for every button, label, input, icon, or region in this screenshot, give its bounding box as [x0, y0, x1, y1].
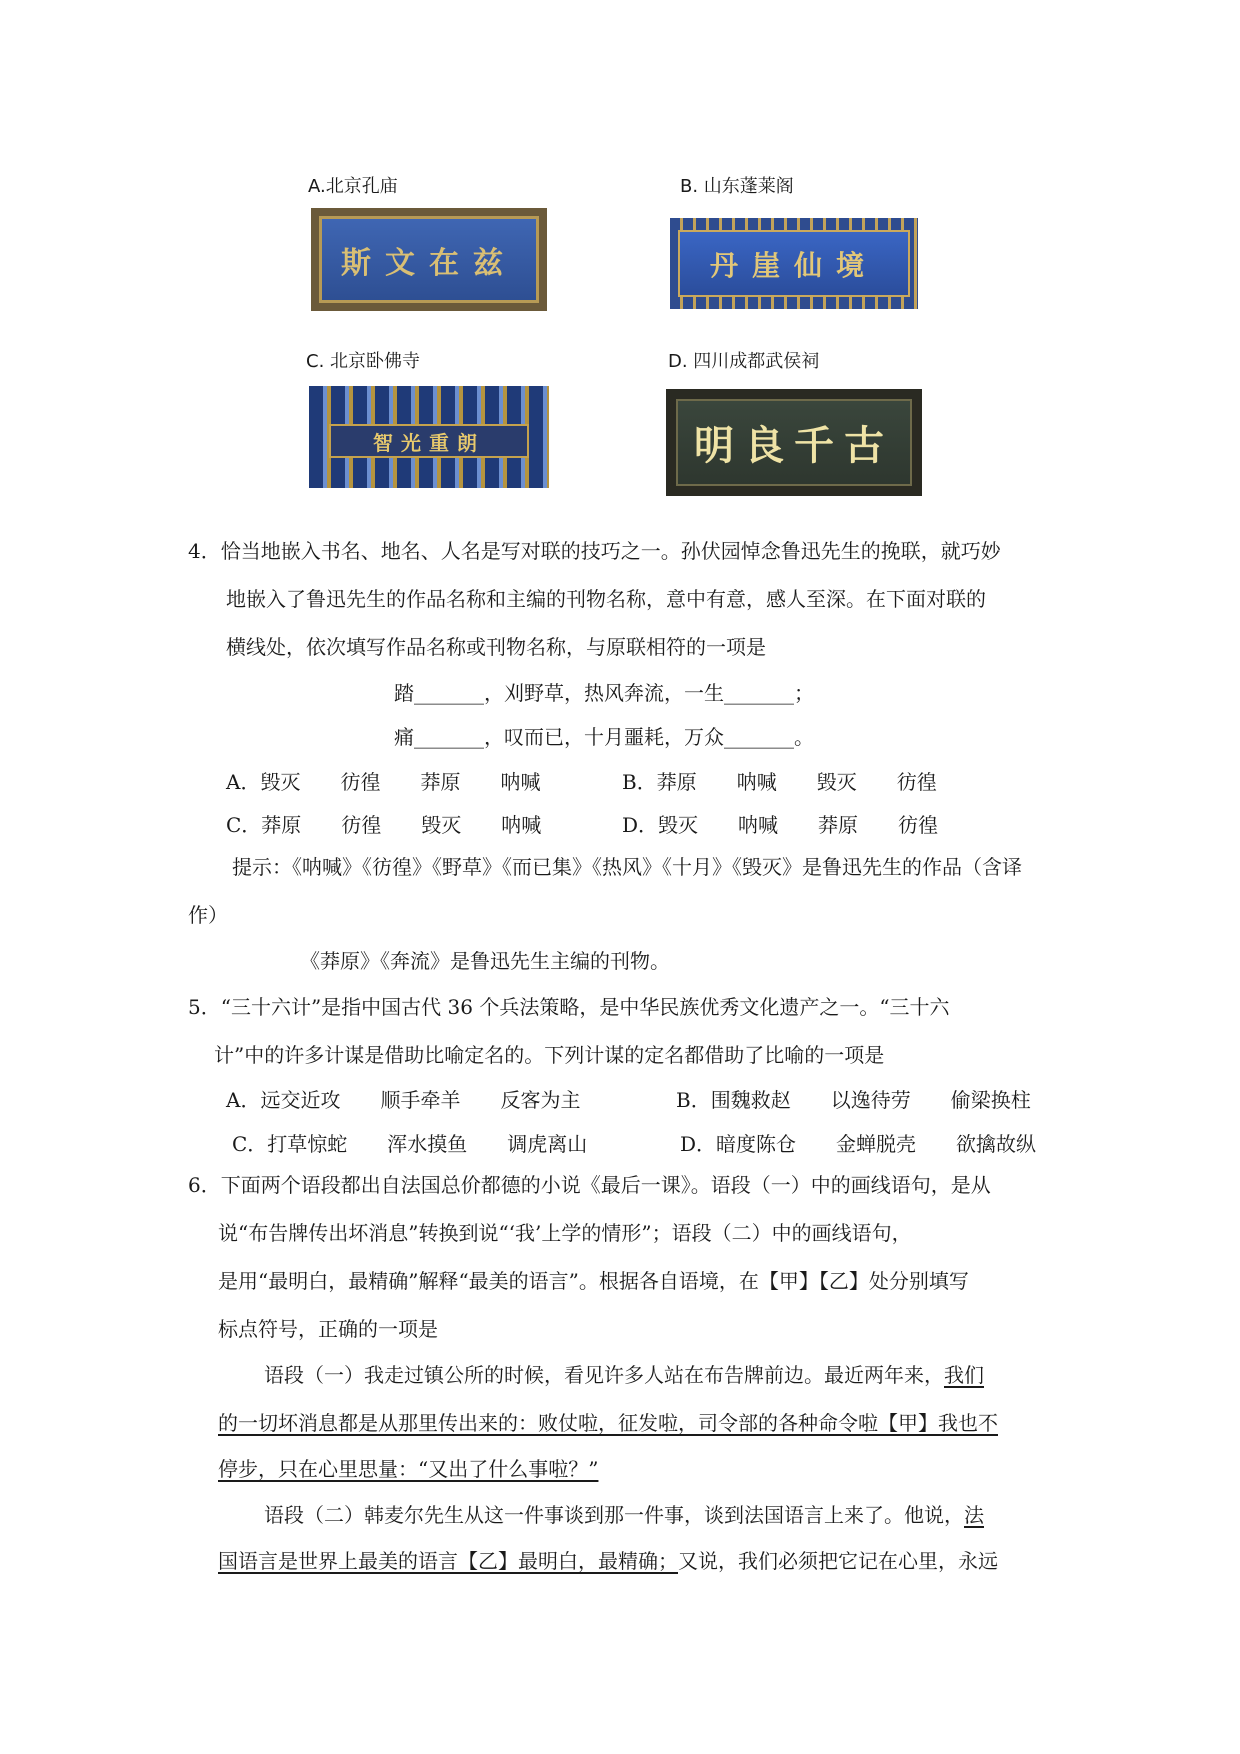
q6-passage-2-text: 语段（二）韩麦尔先生从这一件事谈到那一件事，谈到法国语言上来了。他说， — [264, 1503, 964, 1527]
q4-option-c[interactable]: C．莽原 彷徨 毁灭 呐喊 — [226, 813, 542, 837]
q6-passage-1-text: 语段（一）我走过镇公所的时候，看见许多人站在布告牌前边。最近两年来， — [264, 1363, 944, 1387]
plaque-text-c: 智光重朗 — [373, 430, 485, 455]
q5-option-b[interactable]: B．围魏救赵 以逸待劳 偷梁换柱 — [676, 1088, 1031, 1112]
q6-passage-2-line-1 — [264, 1502, 984, 1528]
q4-option-d[interactable]: D．毁灭 呐喊 莽原 彷徨 — [622, 813, 939, 837]
image-caption-c: C. 北京卧佛寺 — [306, 351, 421, 372]
q6-passage-2-underlined: 国语言是世界上最美的语言【乙】最明白，最精确； — [218, 1549, 678, 1573]
q5-option-c[interactable]: C．打草惊蛇 浑水摸鱼 调虎离山 — [232, 1132, 588, 1156]
q6-passage-1-line-3: 停步，只在心里思量：“又出了什么事啦？” — [218, 1457, 599, 1481]
plaque-text-a: 斯文在兹 — [341, 245, 517, 281]
q6-stem-line-3: 是用“最明白，最精确”解释“最美的语言”。根据各自语境，在【甲】【乙】处分别填写 — [218, 1269, 969, 1293]
q5-option-a[interactable]: A．远交近攻 顺手牵羊 反客为主 — [226, 1088, 581, 1112]
q4-hint-line-3: 《莽原》《奔流》是鲁迅先生主编的刊物。 — [300, 949, 670, 973]
q4-stem-line-1: 4．恰当地嵌入书名、地名、人名是写对联的技巧之一。孙伏园悼念鲁迅先生的挽联，就巧妙 — [188, 539, 1001, 563]
q6-stem-line-2: 说“布告牌传出坏消息”转换到说“‘我’上学的情形”；语段（二）中的画线语句， — [218, 1221, 912, 1245]
q6-passage-2-line-2 — [218, 1548, 998, 1574]
q6-passage-2-rest: 又说，我们必须把它记在心里，永远 — [678, 1549, 998, 1573]
q4-couplet-line-1: 踏_______，刈野草，热风奔流，一生_______； — [394, 681, 814, 705]
q6-passage-2-underlined-start: 法 — [964, 1503, 984, 1527]
q5-stem-line-2: 计”中的许多计谋是借助比喻定名的。下列计谋的定名都借助了比喻的一项是 — [214, 1043, 885, 1067]
q4-hint-line-1: 提示：《呐喊》《彷徨》《野草》《而已集》《热风》《十月》《毁灭》是鲁迅先生的作品（含译 — [232, 855, 1022, 879]
image-caption-b: B. 山东蓬莱阁 — [680, 176, 794, 197]
q5-stem-line-1: 5．“三十六计”是指中国古代 36 个兵法策略，是中华民族优秀文化遗产之一。“三十六 — [188, 995, 950, 1019]
q4-hint-line-2: 作） — [188, 903, 228, 927]
image-caption-a: A.北京孔庙 — [308, 176, 398, 197]
q6-stem-line-1: 6．下面两个语段都出自法国总价都德的小说《最后一课》。语段（一）中的画线语句，是从 — [188, 1173, 991, 1197]
plaque-image-c — [309, 386, 549, 488]
q6-stem-line-4: 标点符号，正确的一项是 — [218, 1317, 438, 1341]
plaque-image-b — [670, 218, 918, 309]
image-caption-d: D. 四川成都武侯祠 — [668, 351, 820, 372]
plaque-text-b: 丹崖仙境 — [709, 248, 878, 282]
plaque-image-a — [311, 208, 547, 311]
q6-passage-1-line-2: 的一切坏消息都是从那里传出来的：败仗啦，征发啦，司令部的各种命令啦【甲】我也不 — [218, 1411, 998, 1435]
q4-couplet-line-2: 痛_______，叹而已，十月噩耗，万众_______。 — [394, 725, 814, 749]
q6-passage-1-line-1 — [264, 1362, 984, 1388]
q6-passage-1-underlined-start: 我们 — [944, 1363, 984, 1387]
q4-stem-line-3: 横线处，依次填写作品名称或刊物名称，与原联相符的一项是 — [226, 635, 766, 659]
plaque-text-d: 明良千古 — [694, 422, 894, 469]
q4-option-a[interactable]: A．毁灭 彷徨 莽原 呐喊 — [226, 770, 541, 794]
q4-stem-line-2: 地嵌入了鲁迅先生的作品名称和主编的刊物名称，意中有意，感人至深。在下面对联的 — [226, 587, 986, 611]
q5-option-d[interactable]: D．暗度陈仓 金蝉脱壳 欲擒故纵 — [680, 1132, 1037, 1156]
q4-option-b[interactable]: B．莽原 呐喊 毁灭 彷徨 — [622, 770, 937, 794]
plaque-image-d — [666, 389, 922, 496]
